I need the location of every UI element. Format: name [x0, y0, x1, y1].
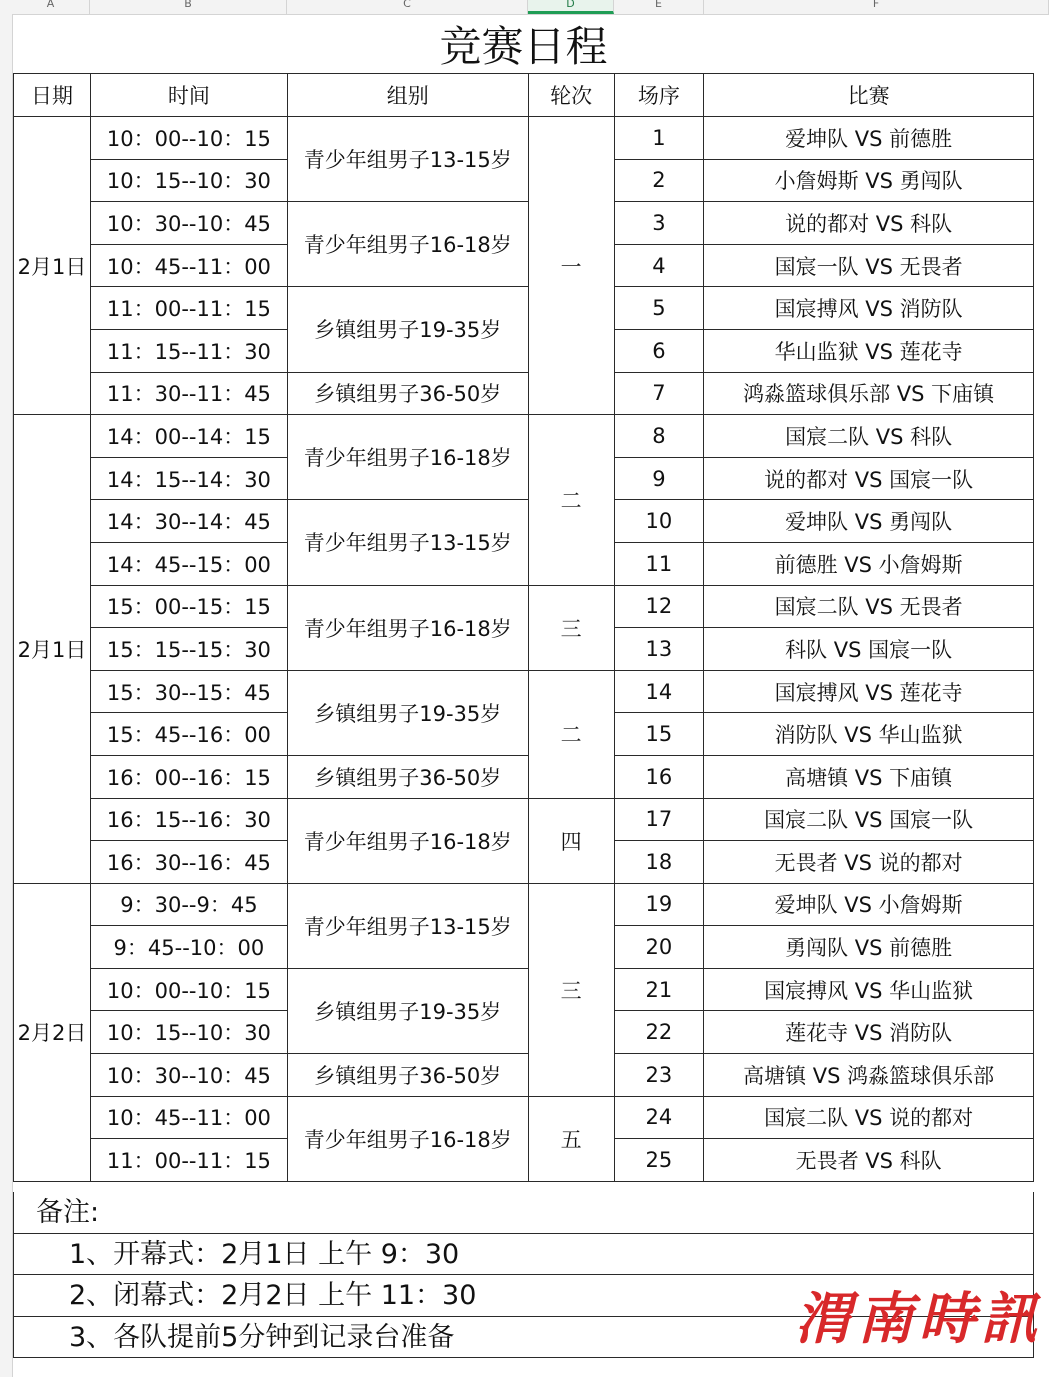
time-cell[interactable]: 16：30--16：45 [90, 841, 287, 884]
match-cell[interactable]: 国宸搏风 VS 华山监狱 [704, 968, 1034, 1011]
match-number-cell[interactable]: 1 [614, 117, 704, 160]
match-cell[interactable]: 高塘镇 VS 下庙镇 [704, 755, 1034, 798]
group-cell[interactable]: 乡镇组男子19-35岁 [287, 968, 528, 1053]
time-cell[interactable]: 14：45--15：00 [90, 542, 287, 585]
time-cell[interactable]: 15：45--16：00 [90, 713, 287, 756]
round-cell[interactable]: 一 [528, 117, 614, 415]
match-number-cell[interactable]: 13 [614, 628, 704, 671]
match-cell[interactable]: 华山监狱 VS 莲花寺 [704, 329, 1034, 372]
match-number-cell[interactable]: 2 [614, 159, 704, 202]
table-row [14, 500, 1034, 543]
group-cell[interactable]: 青少年组男子13-15岁 [287, 883, 528, 968]
match-cell[interactable]: 莲花寺 VS 消防队 [704, 1011, 1034, 1054]
date-cell[interactable]: 2月1日 [14, 117, 91, 415]
note-item[interactable]: 3、各队提前5分钟到记录台准备 [13, 1317, 1034, 1359]
match-cell[interactable]: 爱坤队 VS 前德胜 [704, 117, 1034, 160]
group-cell[interactable]: 青少年组男子13-15岁 [287, 117, 528, 202]
table-row [14, 1054, 1034, 1097]
match-number-cell[interactable]: 24 [614, 1096, 704, 1139]
round-cell[interactable]: 三 [528, 585, 614, 670]
note-item[interactable]: 2、闭幕式：2月2日 上午 11：30 [13, 1275, 1034, 1317]
spreadsheet-column-headers [0, 0, 1049, 15]
group-cell[interactable]: 乡镇组男子36-50岁 [287, 1054, 528, 1097]
group-cell[interactable]: 青少年组男子16-18岁 [287, 798, 528, 883]
time-cell[interactable]: 11：00--11：15 [90, 1139, 287, 1182]
match-number-cell[interactable]: 5 [614, 287, 704, 330]
table-row [14, 372, 1034, 415]
match-number-cell[interactable]: 19 [614, 883, 704, 926]
match-number-cell[interactable]: 16 [614, 755, 704, 798]
match-number-cell[interactable]: 7 [614, 372, 704, 415]
table-row [14, 1096, 1034, 1139]
table-row [14, 117, 1034, 160]
match-cell[interactable]: 说的都对 VS 科队 [704, 202, 1034, 245]
match-number-cell[interactable]: 20 [614, 926, 704, 969]
column-header-e[interactable]: E [614, 0, 704, 14]
group-cell[interactable]: 青少年组男子13-15岁 [287, 500, 528, 585]
date-cell[interactable]: 2月2日 [14, 883, 91, 1181]
group-cell[interactable]: 青少年组男子16-18岁 [287, 202, 528, 287]
table-header-row [14, 74, 1034, 117]
match-number-cell[interactable]: 4 [614, 244, 704, 287]
time-cell[interactable]: 14：15--14：30 [90, 457, 287, 500]
time-cell[interactable]: 14：00--14：15 [90, 415, 287, 458]
group-cell[interactable]: 青少年组男子16-18岁 [287, 415, 528, 500]
round-cell[interactable]: 五 [528, 1096, 614, 1181]
date-cell[interactable]: 2月1日 [14, 415, 91, 884]
match-number-cell[interactable]: 18 [614, 841, 704, 884]
match-cell[interactable]: 高塘镇 VS 鸿淼篮球俱乐部 [704, 1054, 1034, 1097]
match-cell[interactable]: 爱坤队 VS 小詹姆斯 [704, 883, 1034, 926]
column-header-f[interactable]: F [704, 0, 1049, 14]
notes-heading[interactable]: 备注: [13, 1192, 1034, 1234]
match-cell[interactable]: 勇闯队 VS 前德胜 [704, 926, 1034, 969]
match-number-cell[interactable]: 6 [614, 329, 704, 372]
match-cell[interactable]: 国宸搏风 VS 消防队 [704, 287, 1034, 330]
schedule-body [14, 117, 1034, 1182]
match-cell[interactable]: 国宸二队 VS 无畏者 [704, 585, 1034, 628]
match-number-cell[interactable]: 10 [614, 500, 704, 543]
match-cell[interactable]: 小詹姆斯 VS 勇闯队 [704, 159, 1034, 202]
match-number-cell[interactable]: 25 [614, 1139, 704, 1182]
time-cell[interactable]: 15：30--15：45 [90, 670, 287, 713]
time-cell[interactable]: 9：45--10：00 [90, 926, 287, 969]
header-date[interactable]: 日期 [14, 74, 91, 117]
table-row [14, 883, 1034, 926]
header-round[interactable]: 轮次 [528, 74, 614, 117]
table-row [14, 670, 1034, 713]
match-number-cell[interactable]: 11 [614, 542, 704, 585]
time-cell[interactable]: 11：15--11：30 [90, 329, 287, 372]
round-cell[interactable]: 二 [528, 670, 614, 798]
sheet-title: 竞赛日程 [439, 22, 608, 71]
header-time[interactable]: 时间 [90, 74, 287, 117]
column-header-d[interactable]: D [528, 0, 614, 14]
match-number-cell[interactable]: 14 [614, 670, 704, 713]
match-number-cell[interactable]: 9 [614, 457, 704, 500]
time-cell[interactable]: 10：45--11：00 [90, 1096, 287, 1139]
column-header-c[interactable]: C [287, 0, 528, 14]
time-cell[interactable]: 14：30--14：45 [90, 500, 287, 543]
time-cell[interactable]: 10：30--10：45 [90, 202, 287, 245]
match-number-cell[interactable]: 22 [614, 1011, 704, 1054]
group-cell[interactable]: 青少年组男子16-18岁 [287, 1096, 528, 1181]
time-cell[interactable]: 10：15--10：30 [90, 159, 287, 202]
time-cell[interactable]: 15：00--15：15 [90, 585, 287, 628]
match-number-cell[interactable]: 8 [614, 415, 704, 458]
group-cell[interactable]: 青少年组男子16-18岁 [287, 585, 528, 670]
match-cell[interactable]: 鸿淼篮球俱乐部 VS 下庙镇 [704, 372, 1034, 415]
header-group[interactable]: 组别 [287, 74, 528, 117]
watermark-logo: 渭南時訊 [795, 1286, 1043, 1352]
match-cell[interactable]: 爱坤队 VS 勇闯队 [704, 500, 1034, 543]
round-cell[interactable]: 二 [528, 415, 614, 585]
match-number-cell[interactable]: 12 [614, 585, 704, 628]
match-number-cell[interactable]: 23 [614, 1054, 704, 1097]
time-cell[interactable]: 11：30--11：45 [90, 372, 287, 415]
match-cell[interactable]: 国宸搏风 VS 莲花寺 [704, 670, 1034, 713]
round-cell[interactable]: 四 [528, 798, 614, 883]
table-row [14, 287, 1034, 330]
table-row [14, 415, 1034, 458]
match-number-cell[interactable]: 15 [614, 713, 704, 756]
table-row [14, 798, 1034, 841]
spreadsheet-row-headers [0, 14, 13, 1377]
match-cell[interactable]: 无畏者 VS 说的都对 [704, 841, 1034, 884]
match-number-cell[interactable]: 21 [614, 968, 704, 1011]
time-cell[interactable]: 10：30--10：45 [90, 1054, 287, 1097]
match-cell[interactable]: 国宸二队 VS 国宸一队 [704, 798, 1034, 841]
match-cell[interactable]: 消防队 VS 华山监狱 [704, 713, 1034, 756]
match-cell[interactable]: 说的都对 VS 国宸一队 [704, 457, 1034, 500]
table-row [14, 968, 1034, 1011]
match-cell[interactable]: 国宸一队 VS 无畏者 [704, 244, 1034, 287]
time-cell[interactable]: 10：45--11：00 [90, 244, 287, 287]
match-cell[interactable]: 无畏者 VS 科队 [704, 1139, 1034, 1182]
header-match[interactable]: 比赛 [704, 74, 1034, 117]
column-header-b[interactable]: B [90, 0, 287, 14]
group-cell[interactable]: 乡镇组男子36-50岁 [287, 372, 528, 415]
time-cell[interactable]: 10：00--10：15 [90, 968, 287, 1011]
group-cell[interactable]: 乡镇组男子19-35岁 [287, 670, 528, 755]
group-cell[interactable]: 乡镇组男子19-35岁 [287, 287, 528, 372]
time-cell[interactable]: 9：30--9：45 [90, 883, 287, 926]
time-cell[interactable]: 10：00--10：15 [90, 117, 287, 160]
group-cell[interactable]: 乡镇组男子36-50岁 [287, 755, 528, 798]
schedule-sheet [13, 14, 1034, 1360]
time-cell[interactable]: 11：00--11：15 [90, 287, 287, 330]
header-match-no[interactable]: 场序 [614, 74, 704, 117]
match-cell[interactable]: 前德胜 VS 小詹姆斯 [704, 542, 1034, 585]
match-cell[interactable]: 国宸二队 VS 说的都对 [704, 1096, 1034, 1139]
table-row [14, 202, 1034, 245]
match-number-cell[interactable]: 3 [614, 202, 704, 245]
column-header-a[interactable]: A [12, 0, 90, 14]
time-cell[interactable]: 16：15--16：30 [90, 798, 287, 841]
time-cell[interactable]: 15：15--15：30 [90, 628, 287, 671]
table-row [14, 755, 1034, 798]
time-cell[interactable]: 16：00--16：15 [90, 755, 287, 798]
match-cell[interactable]: 科队 VS 国宸一队 [704, 628, 1034, 671]
table-row [14, 585, 1034, 628]
match-number-cell[interactable]: 17 [614, 798, 704, 841]
time-cell[interactable]: 10：15--10：30 [90, 1011, 287, 1054]
round-cell[interactable]: 三 [528, 883, 614, 1096]
note-item[interactable]: 1、开幕式：2月1日 上午 9：30 [13, 1234, 1034, 1276]
schedule-table [13, 73, 1034, 1182]
match-cell[interactable]: 国宸二队 VS 科队 [704, 415, 1034, 458]
